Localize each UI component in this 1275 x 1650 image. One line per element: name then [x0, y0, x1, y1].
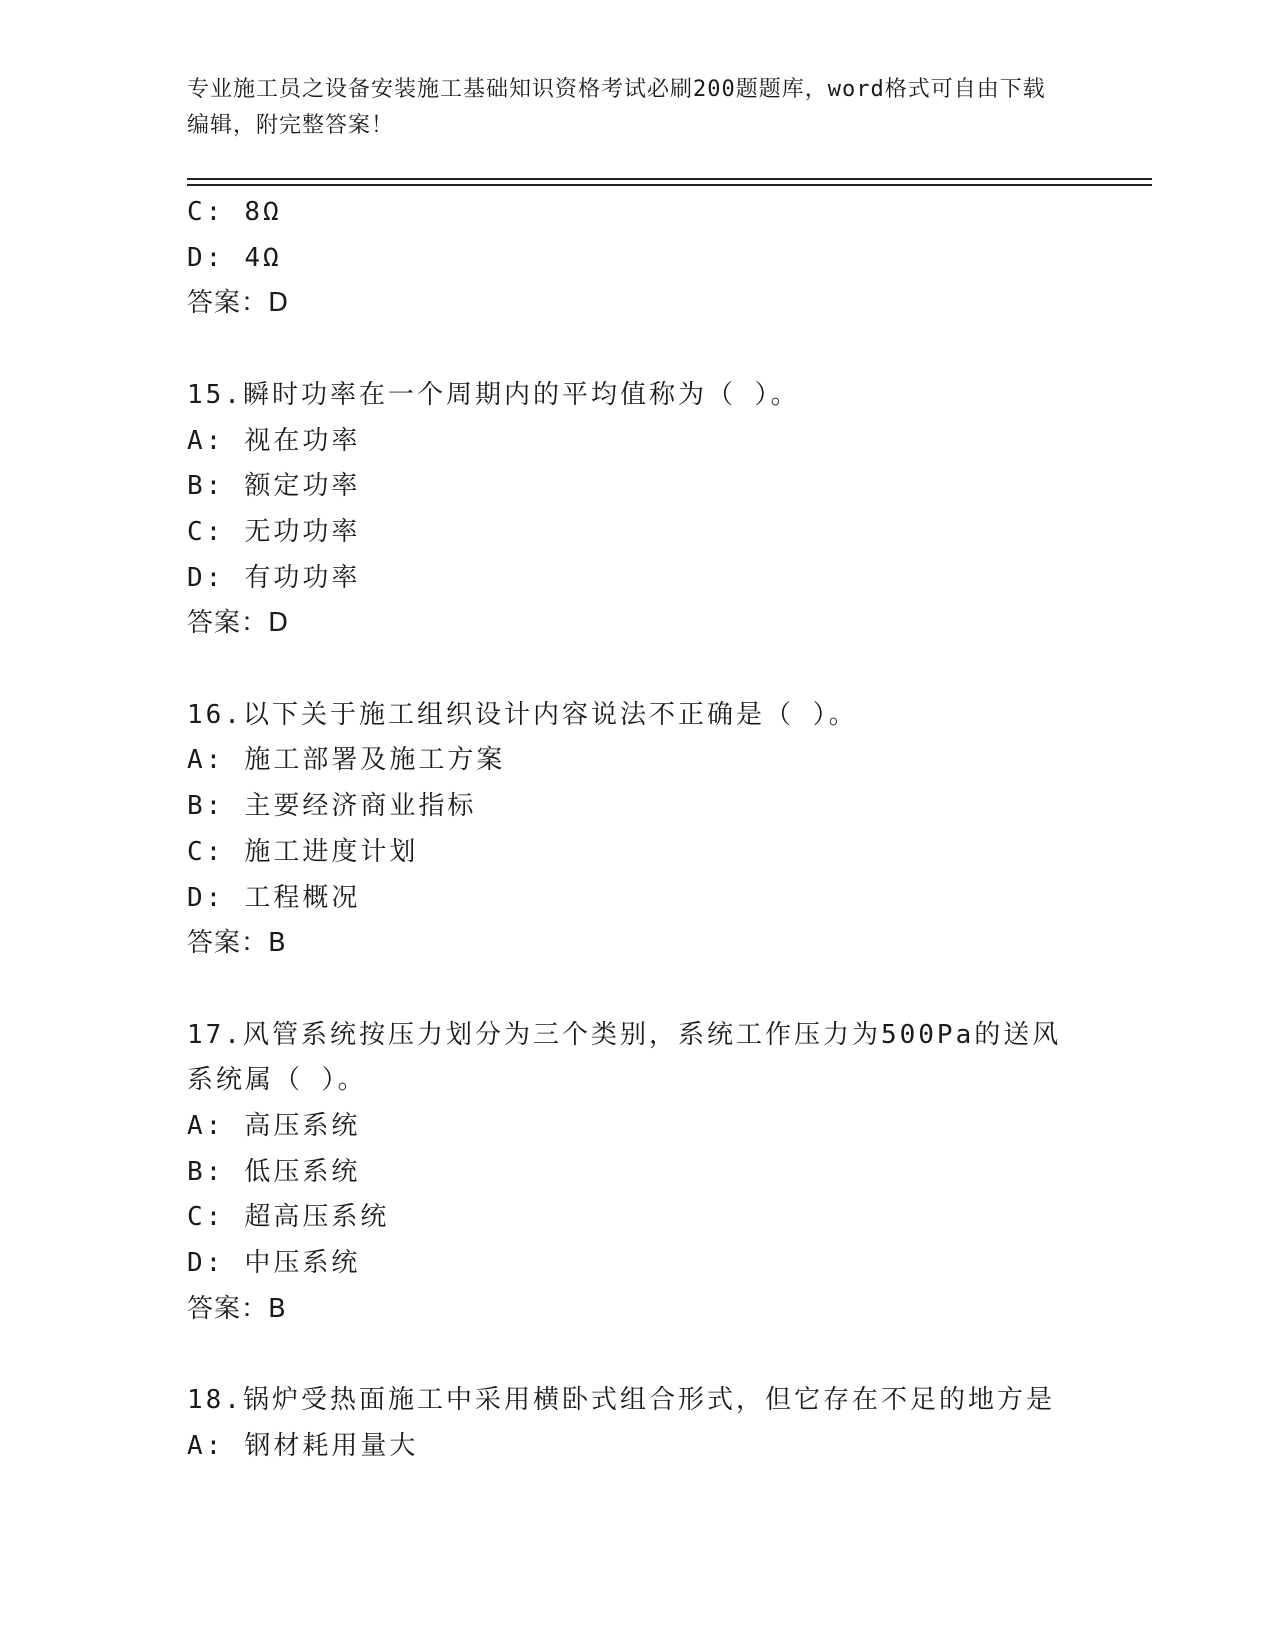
option-d: D: 中压系统: [187, 1248, 361, 1279]
option-c: C: 施工进度计划: [187, 836, 419, 867]
question-16: [187, 693, 1087, 967]
option-b: B: 额定功率: [187, 471, 361, 502]
question-stem: 16.以下关于施工组织设计内容说法不正确是（ ）。: [187, 699, 858, 730]
option-d: D: 有功功率: [187, 562, 361, 593]
option-b: B: 低压系统: [187, 1156, 361, 1187]
answer-line: 答案：D: [187, 608, 290, 639]
question-17: [187, 1013, 1087, 1333]
option-a: A: 视在功率: [187, 425, 361, 456]
header-divider-top: [187, 178, 1152, 180]
answer-line: 答案：B: [187, 1293, 287, 1324]
question-stem: 18.锅炉受热面施工中采用横卧式组合形式，但它存在不足的地方是: [187, 1385, 1055, 1416]
document-header: [187, 72, 1067, 144]
option-c: C: 8Ω: [187, 197, 282, 227]
answer-line: 答案：B: [187, 928, 287, 959]
option-d: D: 工程概况: [187, 882, 361, 913]
option-d: D: 4Ω: [187, 242, 282, 273]
option-a: A: 高压系统: [187, 1111, 361, 1142]
question-list: [187, 190, 1087, 1470]
option-a: A: 施工部署及施工方案: [187, 745, 506, 776]
question-15: [187, 373, 1087, 647]
header-divider-bottom: [187, 184, 1152, 186]
question-stem: 17.风管系统按压力划分为三个类别，系统工作压力为500Pa的送风系统属（ ）。: [187, 1019, 1062, 1096]
question-stem: 15.瞬时功率在一个周期内的平均值称为（ ）。: [187, 379, 800, 410]
answer-line: 答案：D: [187, 288, 290, 319]
option-c: C: 超高压系统: [187, 1202, 390, 1233]
option-a: A: 钢材耗用量大: [187, 1430, 419, 1461]
option-b: B: 主要经济商业指标: [187, 791, 477, 822]
question-18: [187, 1378, 1087, 1469]
question-14-continued: [187, 190, 1087, 327]
option-c: C: 无功功率: [187, 516, 361, 547]
header-title: 专业施工员之设备安装施工基础知识资格考试必刷200题题库，word格式可自由下载编辑，附完整答案！: [187, 77, 1046, 138]
